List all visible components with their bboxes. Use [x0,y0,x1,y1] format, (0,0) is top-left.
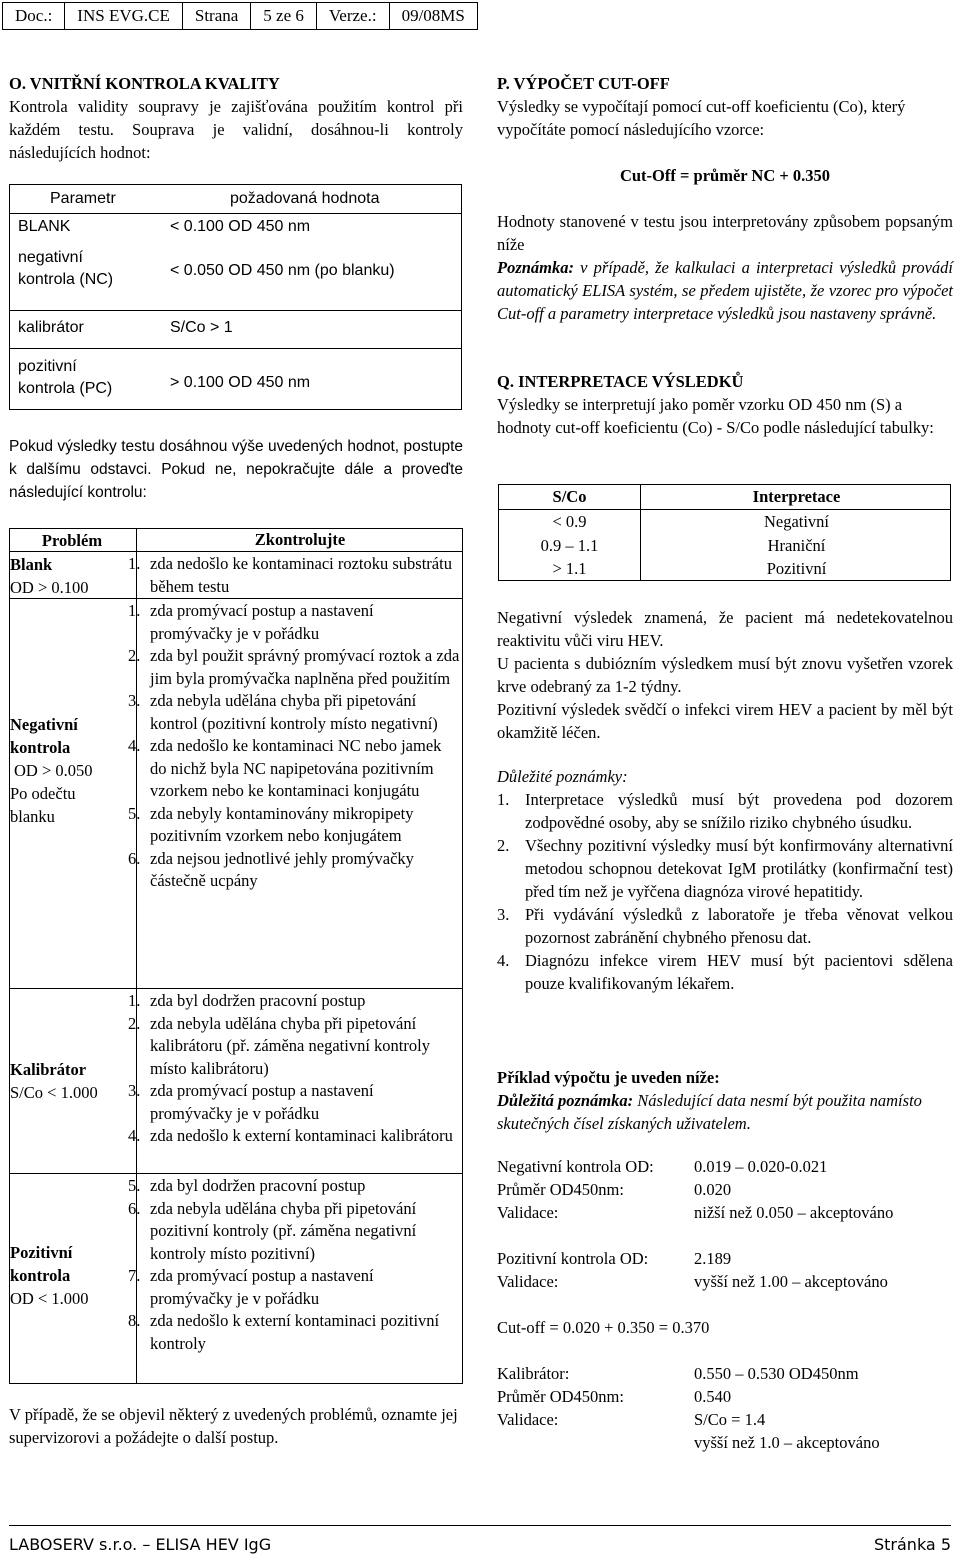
item-number: 3. [497,905,510,924]
calc-positive [497,1247,953,1293]
col-interp-header: Interpretace [752,487,841,506]
closing-text: V případě, že se objevil některý z uvedených problémů, oznamte jej supervizorovi a požádejte o další postup. [9,1405,458,1447]
item-text: zda nebyla udělána chyba při pipetování kontrol (pozitivní kontroly místo negativní) [150,691,438,733]
param-header: Parametr [50,190,116,207]
version-label: Verze.: [316,3,389,30]
doubtful-result-text: U pacienta s dubiózním výsledkem musí být znovu vyšetřen vzorek krve odebraný za 1-2 týdny. [497,654,953,696]
item-number: 4. [128,1126,141,1145]
item-text: Všechny pozitivní výsledky musí být konfirmovány alternativní metodou schopnou detekovat IgM protilátky (konfirmační test) před tím než je vyřčena diagnóza virové hepatitidy. [525,836,953,901]
param-nc [18,247,113,291]
calibrator-checks [128,990,460,1148]
item-number: 7. [128,1266,141,1285]
calc-negative [497,1155,953,1224]
positive-checks [128,1175,460,1355]
check-header: Zkontrolujte [254,530,346,549]
neg-title: Negativní [10,715,78,734]
value-calibrator: S/Co > 1 [170,319,233,336]
negative-result-text: Negativní výsledek znamená, že pacient má nedetekovatelnou reaktivitu vůči viru HEV. [497,608,953,650]
item-text: zda promývací postup a nastavení promývačky je v pořádku [150,601,374,643]
note-label: Poznámka: [497,258,575,277]
list-item [128,1125,460,1148]
calc-value: 0.550 – 0.530 OD450nm [694,1364,859,1383]
item-text: zda promývací postup a nastavení promývačky je v pořádku [150,1266,374,1308]
calc-value: 2.189 [694,1249,732,1268]
list-item [497,903,953,949]
problem-blank [10,553,134,599]
calc-label: Průměr OD450nm: [497,1180,624,1199]
interp-section [497,210,953,325]
section-q [497,370,953,439]
section-p-title: P. VÝPOČET CUT-OFF [497,74,670,93]
pos-title2: kontrola [10,1266,71,1285]
calc-value: 0.019 – 0.020-0.021 [694,1157,828,1176]
neg-title2: kontrola [10,738,71,757]
item-text: zda nedošlo k externí kontaminaci kalibrátoru [150,1126,453,1145]
problem-calibrator [10,1058,134,1104]
list-item [128,1175,460,1198]
list-item [128,645,460,690]
item-text: zda nejsou jednotlivé jehly promývačky částečně ucpány [150,848,414,890]
list-item [128,735,460,803]
note-text: v případě, že kalkulaci a interpretaci výsledků provádí automatický ELISA systém, se předem ujistěte, že vzorec pro výpočet Cut-off a parametry interpretace výsledků jsou nastaveny správně. [497,258,953,323]
calc-label: Kalibrátor: [497,1364,570,1383]
item-number: 1. [497,790,510,809]
list-item [128,1080,460,1125]
item-text: zda nedošlo ke kontaminaci roztoku substrátu během testu [150,554,452,596]
param-nc-line1: negativní [18,249,83,266]
calc-label: Negativní kontrola OD: [497,1157,654,1176]
list-item [497,949,953,995]
list-item [128,848,460,893]
calc-label: Validace: [497,1410,559,1429]
after-table-text: Pokud výsledky testu dosáhnou výše uvedených hodnot, postupte k dalšímu odstavci. Pokud ne, nepokračujte dále a proveďte následující kontrolu: [9,438,463,501]
problem-positive [10,1241,134,1310]
list-item [128,553,460,598]
item-text: zda nedošlo k externí kontaminaci pozitivní kontroly [150,1311,440,1353]
list-item [497,788,953,834]
item-number: 1. [128,601,141,620]
item-text: zda nebyla udělána chyba při pipetování pozitivní kontroly (př. záměna negativní kontroly místo pozitivní) [150,1198,417,1263]
item-text: zda byl dodržen pracovní postup [150,991,366,1010]
example-note-label: Důležitá poznámka: [497,1091,634,1110]
value-nc: < 0.050 OD 450 nm (po blanku) [170,262,395,279]
list-item [128,803,460,848]
item-number: 6. [128,848,141,868]
interp-text: Hodnoty stanovené v testu jsou interpretovány způsobem popsaným níže [497,212,953,254]
item-number: 5. [128,803,141,823]
item-number: 2. [128,1013,141,1033]
param-pc-line2: kontrola (PC) [18,380,113,397]
pos-condition: OD < 1.000 [10,1289,89,1308]
item-text: zda promývací postup a nastavení promývačky je v pořádku [150,1081,374,1123]
item-number: 2. [497,836,510,855]
important-title: Důležité poznámky: [497,767,628,786]
table-cell: Pozitivní [766,559,827,578]
item-number: 3. [128,691,141,710]
list-item [497,834,953,903]
neg-note2: blanku [10,807,55,826]
item-text: Při vydávání výsledků z laboratoře je třeba věnovat velkou pozornost zabránění chybného přenosu dat. [525,905,953,947]
table-cell: Hraniční [767,536,826,555]
footer-page: Stránka 5 [873,1535,951,1554]
table-cell: Negativní [763,512,830,531]
calc-label: Průměr OD450nm: [497,1387,624,1406]
blank-title: Blank [10,555,53,574]
cal-condition: S/Co < 1.000 [10,1083,98,1102]
calc-label: Validace: [497,1203,559,1222]
example-section [497,1066,953,1135]
value-blank: < 0.100 OD 450 nm [170,218,311,235]
doc-value: INS EVG.CE [65,3,183,30]
page-label: Strana [182,3,250,30]
item-number: 1. [128,991,141,1010]
item-text: zda nebyly kontaminovány mikropipety pozitivním vzorkem nebo konjugátem [150,803,414,845]
pos-title: Pozitivní [10,1243,73,1262]
footer-company: LABOSERV s.r.o. – ELISA HEV IgG [9,1535,272,1554]
item-number: 8. [128,1311,141,1330]
parameter-table [9,184,462,410]
calc-value: 0.020 [694,1180,732,1199]
blank-condition: OD > 0.100 [10,578,89,597]
blank-checks [128,553,460,598]
value-pc: > 0.100 OD 450 nm [170,374,311,391]
section-o-title: O. VNITŘNÍ KONTROLA KVALITY [9,74,280,93]
cal-title: Kalibrátor [10,1060,87,1079]
table-cell: < 0.9 [552,512,587,531]
section-o [9,72,463,164]
item-text: Interpretace výsledků musí být provedena pod dozorem zodpovědné osoby, aby se snížilo riziko chybného úsudku. [525,790,953,832]
calc-value: S/Co = 1.4 [694,1410,766,1429]
table-cell: > 1.1 [552,559,587,578]
col-sco-header: S/Co [552,487,587,506]
neg-note1: Po odečtu [10,784,76,803]
section-q-text: Výsledky se interpretují jako poměr vzorku OD 450 nm (S) a hodnoty cut-off koeficientu (Co) - S/Co podle následující tabulky: [497,395,934,437]
item-number: 1. [128,554,141,573]
list-item [128,1198,460,1266]
page-value: 5 ze 6 [251,3,317,30]
cutoff-formula: Cut-Off = průměr NC + 0.350 [619,166,831,185]
item-number: 3. [128,1081,141,1100]
important-notes [497,765,953,995]
list-item [128,990,460,1013]
item-number: 6. [128,1198,141,1218]
positive-result-text: Pozitivní výsledek svědčí o infekci virem HEV a pacient by měl být okamžitě léčen. [497,700,953,742]
calc-value: vyšší než 1.0 – akceptováno [694,1433,880,1452]
version-value: 09/08MS [389,3,477,30]
section-q-title: Q. INTERPRETACE VÝSLEDKŮ [497,372,744,391]
section-o-text: Kontrola validity soupravy je zajišťována použitím kontrol při každém testu. Souprava je validní, dosáhnou-li kontroly následujících hodnot: [9,97,463,162]
calc-value: 0.540 [694,1387,732,1406]
item-number: 4. [128,736,141,755]
calc-value: vyšší než 1.00 – akceptováno [694,1272,888,1291]
neg-condition: OD > 0.050 [14,761,93,780]
document-header [2,2,478,30]
example-title: Příklad výpočtu je uveden níže: [497,1068,720,1087]
list-item [128,600,460,645]
item-text: zda byl dodržen pracovní postup [150,1176,366,1195]
doc-label: Doc.: [3,3,65,30]
item-text: zda byl použit správný promývací roztok a zda jim byla promývačka naplněna před použitím [150,646,460,688]
item-text: zda nedošlo ke kontaminaci NC nebo jamek do nichž byla NC napipetována pozitivním vzorkem nebo ke kontaminaci konjugátu [150,736,442,800]
negative-checks [128,600,460,893]
list-item [128,690,460,735]
footer-divider [9,1525,951,1526]
section-p [497,72,953,141]
problem-table [9,528,463,1384]
param-pc [18,356,112,400]
table-cell: 0.9 – 1.1 [540,536,599,555]
section-p-text: Výsledky se vypočítají pomocí cut-off koeficientu (Co), který vypočítáte pomocí následujícího vzorce: [497,97,906,139]
problem-header: Problém [41,531,103,550]
calc-calibrator [497,1362,953,1454]
calc-label: Validace: [497,1272,559,1291]
value-header: požadovaná hodnota [230,190,380,207]
item-number: 4. [497,951,510,970]
param-pc-line1: pozitivní [18,358,77,375]
calc-value: nižší než 0.050 – akceptováno [694,1203,894,1222]
calc-label: Pozitivní kontrola OD: [497,1249,649,1268]
interpretation-table [498,484,951,581]
item-text: Diagnózu infekce virem HEV musí být pacientovi sdělena pouze kvalifikovaným lékařem. [525,951,953,993]
param-blank: BLANK [18,218,71,235]
param-nc-line2: kontrola (NC) [18,271,114,288]
param-calibrator: kalibrátor [18,319,84,336]
item-number: 5. [128,1176,141,1195]
problem-negative [10,713,134,828]
example-note-text: Následující data nesmí být použita namísto skutečných čísel získaných uživatelem. [497,1091,922,1133]
results-text [497,606,953,744]
list-item [128,1013,460,1081]
item-text: zda nebyla udělána chyba při pipetování kalibrátoru (př. záměna negativní kontroly místo kalibrátoru) [150,1013,430,1078]
cutoff-line: Cut-off = 0.020 + 0.350 = 0.370 [497,1318,710,1337]
list-item [128,1310,460,1355]
item-number: 2. [128,646,141,665]
list-item [128,1265,460,1310]
